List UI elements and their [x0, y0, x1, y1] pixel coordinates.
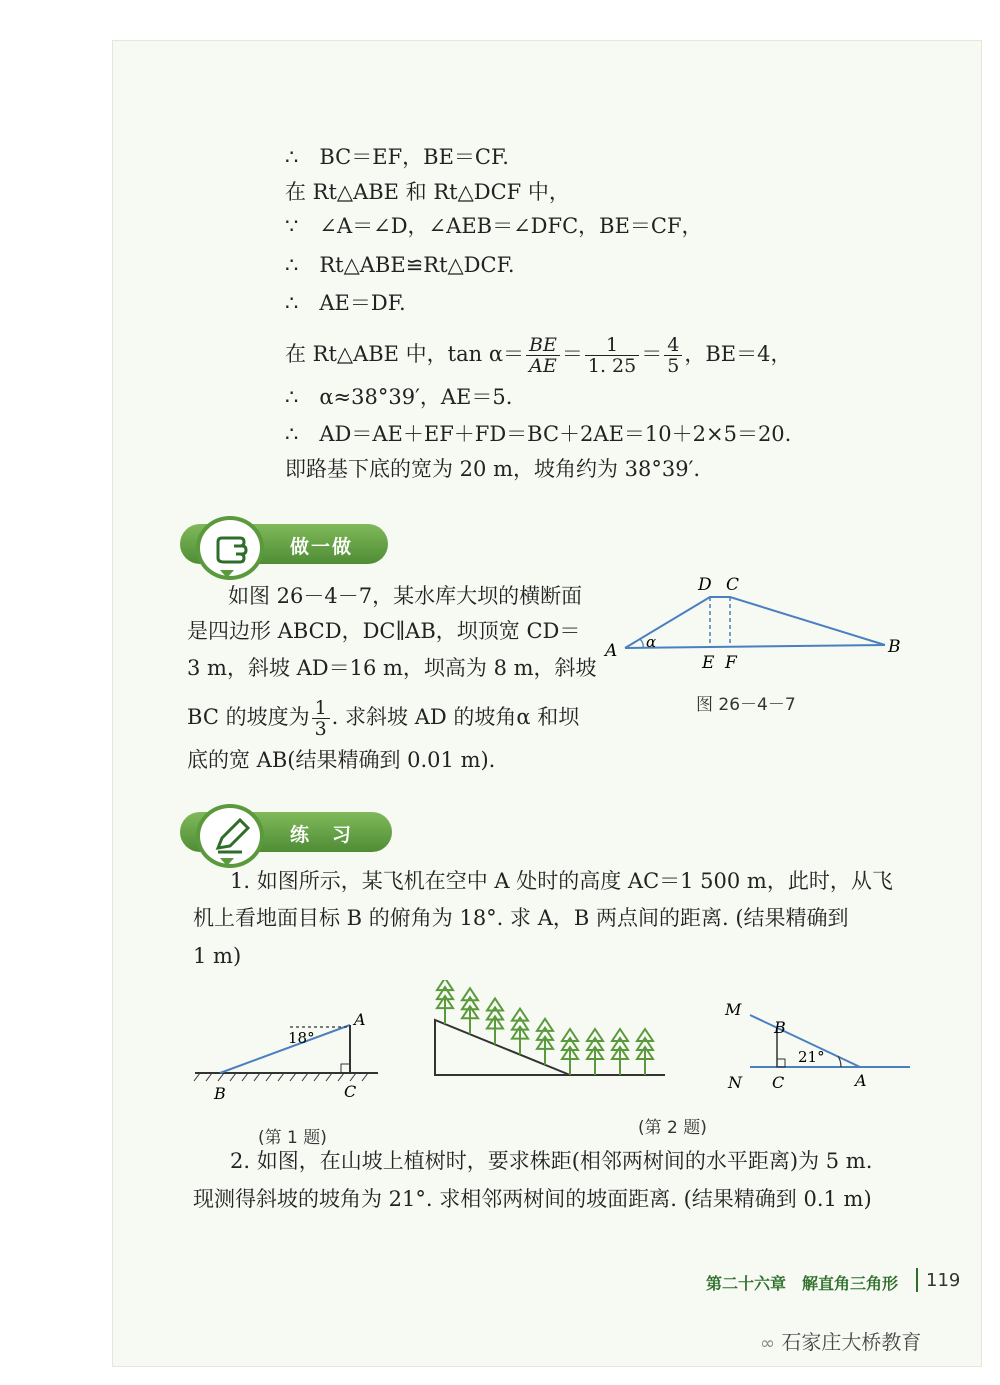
fraction-numerator: 4	[664, 335, 682, 356]
watermark	[760, 1326, 921, 1355]
footer-divider	[916, 1268, 918, 1292]
label-c: C	[726, 575, 740, 595]
fraction-4-5	[664, 335, 682, 376]
try-paragraph-line-1: 如图 26－4－7，某水库大坝的横断面	[228, 584, 583, 608]
angle-label-18: 18°	[288, 1029, 315, 1047]
proof-line-2: 在 Rt△ABE 和 Rt△DCF 中，	[285, 180, 570, 204]
tree-icon	[487, 998, 503, 1044]
proof-line-9: 即路基下底的宽为 20 m，坡角约为 38°39′.	[285, 457, 701, 481]
tree-icon	[612, 1029, 628, 1075]
angle-label-21: 21°	[798, 1048, 825, 1066]
equals-sign: ＝	[641, 342, 663, 366]
proof-line-5: ∴ AE＝DF.	[285, 291, 406, 315]
proof-line-4: ∴ Rt△ABE≌Rt△DCF.	[285, 253, 515, 277]
label-b: B	[888, 637, 901, 657]
exercise-section-banner	[180, 812, 392, 852]
fraction-1-125	[585, 335, 639, 376]
fraction-numerator: BE	[526, 335, 560, 356]
label-alpha: α	[646, 633, 657, 651]
fraction-be-ae	[526, 335, 560, 376]
exercise-section-title: 练 习	[290, 824, 354, 846]
exercise-1-caption: (第 1 题)	[258, 1128, 327, 1148]
watermark-text: 石家庄大桥教育	[781, 1330, 922, 1354]
dam-figure	[600, 570, 920, 680]
try-line-4-suffix: . 求斜坡 AD 的坡角α 和坝	[331, 705, 580, 729]
proof-line-7: ∴ α≈38°39′，AE＝5.	[285, 385, 513, 409]
try-paragraph-line-3: 3 m，斜坡 AD＝16 m，坝高为 8 m，斜坡	[187, 656, 597, 680]
fraction-1-3	[312, 698, 330, 739]
line-ab	[220, 1025, 350, 1073]
fraction-denominator: 1. 25	[587, 355, 637, 377]
equals-sign: ＝	[561, 342, 583, 366]
proof-line-8: ∴ AD＝AE＋EF＋FD＝BC＋2AE＝10＋2×5＝20.	[285, 422, 792, 446]
tree-icon	[562, 1029, 578, 1075]
exercise-1-line-2: 机上看地面目标 B 的俯角为 18°. 求 A，B 两点间的距离. (结果精确到	[193, 906, 849, 930]
label-a: A	[605, 641, 618, 661]
proof-line-6-suffix: ，BE＝4，	[684, 342, 792, 366]
label-b: B	[774, 1018, 786, 1037]
try-paragraph-line-2: 是四边形 ABCD，DC∥AB，坝顶宽 CD＝	[187, 619, 581, 643]
label-c: C	[344, 1082, 357, 1101]
try-paragraph-line-4	[187, 698, 579, 739]
try-section-banner	[180, 524, 388, 564]
try-line-4-prefix: BC 的坡度为	[187, 705, 310, 729]
fraction-numerator: 1	[312, 698, 330, 719]
angle-arc	[640, 639, 643, 648]
exercise-2-caption: (第 2 题)	[638, 1118, 707, 1138]
label-a: A	[855, 1071, 867, 1090]
exercise-1-line-1: 1. 如图所示，某飞机在空中 A 处时的高度 AC＝1 500 m，此时，从飞	[230, 869, 893, 893]
fraction-numerator: 1	[585, 335, 639, 356]
label-e: E	[702, 653, 715, 673]
exercise-2-angle-figure	[720, 995, 920, 1095]
label-c: C	[772, 1073, 785, 1092]
exercise-1-line-3: 1 m)	[193, 944, 242, 968]
trees	[437, 980, 653, 1075]
banner-pointer	[220, 858, 234, 866]
try-paragraph-line-5: 底的宽 AB(结果精确到 0.01 m).	[187, 748, 496, 772]
exercise-2-line-2: 现测得斜坡的坡角为 21°. 求相邻两树间的坡面距离. (结果精确到 0.1 m)	[193, 1187, 872, 1211]
label-b: B	[214, 1084, 226, 1103]
wechat-icon: ∞	[760, 1333, 775, 1354]
label-n: N	[728, 1073, 742, 1092]
page-number: 119	[926, 1270, 961, 1291]
proof-line-6-prefix: 在 Rt△ABE 中，tan α＝	[285, 342, 525, 366]
exercise-2-line-1: 2. 如图，在山坡上植树时，要求株距(相邻两树间的水平距离)为 5 m.	[230, 1149, 873, 1173]
tree-icon	[537, 1019, 553, 1065]
tree-icon	[587, 1029, 603, 1075]
tree-icon	[437, 980, 453, 1024]
label-a: A	[354, 1010, 366, 1029]
fraction-denominator: AE	[529, 355, 557, 377]
dam-outline	[625, 597, 885, 648]
try-section-title: 做一做	[290, 536, 354, 558]
tree-icon	[637, 1029, 653, 1075]
proof-line-3: ∵ ∠A＝∠D，∠AEB＝∠DFC，BE＝CF，	[285, 214, 703, 238]
figure-caption: 图 26－4－7	[696, 695, 796, 715]
label-f: F	[725, 653, 737, 673]
label-d: D	[698, 575, 712, 595]
label-m: M	[725, 1000, 742, 1019]
proof-line-6	[285, 335, 791, 376]
tree-icon	[462, 988, 478, 1034]
ground-hatching	[194, 1073, 368, 1081]
right-angle-mark	[341, 1064, 350, 1073]
exercise-2-figure	[430, 980, 670, 1090]
fraction-denominator: 5	[667, 355, 680, 377]
dam-base	[625, 645, 885, 648]
banner-pointer	[220, 570, 234, 578]
right-angle-mark	[777, 1059, 785, 1067]
fraction-denominator: 3	[314, 718, 327, 740]
chapter-footer: 第二十六章 解直角三角形	[706, 1274, 899, 1293]
proof-line-1: ∴ BC＝EF，BE＝CF.	[285, 145, 509, 169]
exercise-1-figure	[190, 1005, 390, 1105]
tree-icon	[512, 1009, 528, 1055]
